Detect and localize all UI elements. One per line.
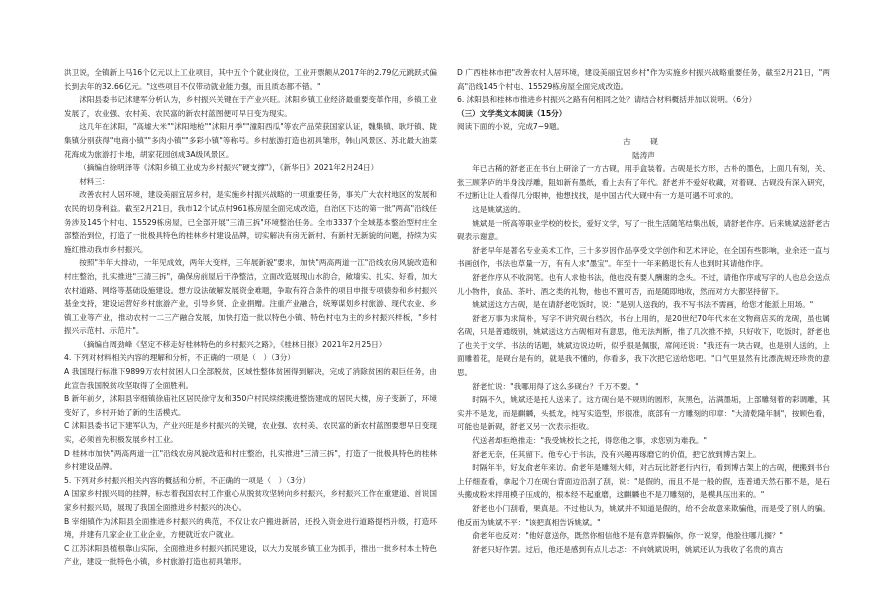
source-citation: （摘编自徐明泽等《沭阳乡镇工业成为乡村振兴"硬支撑"》，《新华日》2021年2月24日） — [79, 163, 379, 173]
section-heading: （三）文学类文本阅读（15分） — [457, 108, 567, 118]
story-paragraph: 姚斌送这方古砚，是在请舒老吃饭时，说："是别人送我的，我不写书法不需画，给您才能派上用场。" — [472, 300, 814, 310]
option-5d: D 广西桂林市把"改善农村人居环境，建设美丽宜居乡村"作为实施乡村振兴战略重要任务，截至2月21日，"两高"沿线145个村屯、15529栋房屋全面完成改造。 — [457, 68, 830, 91]
story-paragraph: 代送者却拒绝推走："我受姚校长之托，得您他之事，求您别为难我。" — [472, 436, 707, 446]
paragraph: 按照"半年大排动，一年见成效，两年大变样，三年展新貌"要求，加快"两高两道一江"沿线农房风貌改造和村庄整治，扎实推进"三清三拆"，确保房前屋后干净整洁，立面改造展现山水韵合，敞墙实、扎实、好看，加大农村道路、网络等基础设施建设。想方设法破解发展资金难题，争取有符合条件的项目申报专项债券和乡村振兴基金支持，建设运营好乡村旅游产业，引导乡贤、企业捐赠。注重产业融合，统筹谋划乡村旅游、现代农业、乡镇工业等产业，推动农村一二三产融合发展，加快打造一批以特色小镇、特色村屯为主的乡村振兴样板，"乡村振兴示范村、示范片"。 — [64, 258, 437, 336]
option-4d: D 桂林市加快"两高两道一江"沿线农房风貌改造和村庄整治，扎实推进"三清三拆"，打造了一批极具特色的桂林乡村建设品牌。 — [64, 448, 437, 472]
story-paragraph: 时隔不久，姚斌还是托人送来了。这方砚台是不规则的圆形，灰黑色，沾满墨垢，上部雕刻着的彩调雕，其实并不是龙，而是麒麟，头抵龙，纯写实造型，形很准，底部有一方雕刻的印章："大清乾隆年制"，按顾色看，可能也是新砚，舒老又另一次表示拒收。 — [457, 395, 830, 432]
instruction: 阅读下面的小说，完成7~9题。 — [457, 122, 565, 132]
story-title: 古 砚 — [623, 136, 664, 146]
paragraph: 改善农村人居环境，建设美丽宜居乡村，是实施乡村振兴战略的一项重要任务，事关广大农村地区的发展和农民的切身利益。截至2月21日，我市12个试点村961栋房屋全面完成改造，自治区下达的第一批"两高"沿线任务涉及145个村屯、15529栋房屋，已全部开展"三清三拆"环境整治任务。全市3337个全域基本整治型村庄全部整治到位，打造了一批极具特色的桂林乡村建设品牌，切实解决有房无新村、有新村无新貌的问题，持续为实施红推动我市乡村振兴。 — [64, 190, 437, 254]
story-paragraph: 时隔年半，好友俞老年来访。俞老年是雕刻大师，对古玩比舒老行内行，看到博古架上的古砚，便搬到书台上仔细查看，拿起个刀在砚台背面边沿刮了刮，说："是假的，而且不是一般的假，连普通天然石都不是，是石头搬成粉末拌用模子压成的，根本经不起重磨，这麒麟也不是刀雕刻的，是模具压出来的。" — [457, 463, 830, 500]
story-paragraph: 舒老只好作罢。过后，他还是感到有点儿忐忑：不向姚斌说明，姚斌还认为我收了名贵的真古 — [472, 544, 784, 554]
option-4a: A 我国现行标准下9899万农村贫困人口全部脱贫，区域性整体贫困得到解决，完成了消除贫困的艰巨任务，由此宣告我国脱贫攻坚取得了全面胜利。 — [64, 367, 437, 390]
option-5a: A 国家乡村振兴局的挂牌，标志着我国农村工作重心从脱贫攻坚转向乡村振兴，乡村振兴工作在重建道、首说国家乡村振兴局，展现了我国全面推进乡村振兴的决心。 — [64, 489, 437, 512]
story-paragraph: 姚斌是一所高等职业学校的校长，爱好文学，写了一批生活随笔结集出版，请舒老作序。后来姚斌送舒老古砚表示谢意。 — [457, 218, 830, 242]
story-paragraph: 舒老忙说："我哪用得了这么多砚台？千万不要。" — [472, 381, 639, 391]
question-5: 5. 下列对乡村振兴相关内容的概括和分析，不正确的一项是（ ）（3分） — [64, 475, 311, 485]
right-column — [457, 66, 830, 602]
option-5b: B 宰细镇作为沭阳县全面推进乡村振兴的典范，不仅让农户搬进新居，还投入资金进行道路提档升级，打造环境，并建有几家企业工业企业，方便就近农户就业。 — [64, 516, 437, 540]
paragraph: 洪卫说，全镇新上马16个亿元以上工业项目，其中五个个就业岗位，工业开票额从2017年的2.79亿元跳跃式偏长到去年的32.66亿元。"这些项目不仅带动就业能力强，而且质态都不错。" — [64, 68, 437, 91]
story-paragraph: 这是姚斌送的。 — [472, 204, 526, 214]
left-column — [64, 66, 437, 602]
option-4b: B 新年前夕，沭阳县宰细镇徐庙社区居民徐守友和350户村民续续搬进整饬建成的居民大楼，房子变新了，环境变好了，乡村开始了新的生活模式。 — [64, 394, 437, 417]
story-author: 陆涛声 — [632, 150, 655, 160]
question-4: 4. 下列对材料相关内容的理解和分析，不正确的一项是（ ）（3分） — [64, 353, 295, 363]
option-5c: C 江苏沭阳县植根靠山实际，全面推进乡村振兴抓民建设，以大力发展乡镇工业为抓手，推出一批乡村本土特色产业，建设一批特色小镇，乡村旅游打造也初具雏形。 — [64, 543, 437, 567]
paragraph: 这几年在沭阳，"高墟大米""沭阳地枪""沭阳月季""潼阳西瓜"等农产品荣获国家认证，魏集镇、耿圩镇、陇集镇分别获得"电商小镇""多肉小镇""多彩小镇"等称号。乡村旅游打造也初具雏形，韩山风景区、苏北最大油菜花海成为旅游打卡地，胡家花园创成3A级风景区。 — [64, 122, 437, 159]
story-paragraph: 舒老无奈，任其留下。他专心于书法，没有兴趣再琢磨它的价值，把它放到博古架上。 — [472, 449, 761, 459]
story-paragraph: 舒老也小门刮看，果真是。不过他认为，姚斌并不知道是假的，给不会故意来欺骗他，而是受了别人的骗。他反而为姚斌不平："该把真相告诉姚斌。" — [457, 504, 830, 527]
source-citation: （摘编自周劲峰《坚定不移走好桂林特色的乡村振兴之路》，《桂林日报》2021年2月25日） — [79, 339, 387, 349]
option-4c: C 沭阳县委书记下建军认为，产业兴旺是乡村振兴的关键，农业强、农村美、农民富的新农村蓝图要想早日变现实，必须首先积极发展乡村工业。 — [64, 421, 437, 445]
story-paragraph: 舒老早年是著名专业美术工作，三十多岁因作品享受文学创作和艺术评论，在全国有些影响，业余还一直与书画创作，书法也草量一万，有有人求"墨宝"。年至十一年来鹤退长有人也到时其请他作序。 — [457, 245, 830, 269]
story-paragraph: 舒老万事为求简朴，写字不讲究砚台档次，书台上用的，是20世纪70年代末在文物商店买的龙砚，虽也属名砚，只是普通级别，姚斌送这方古砚相对有意思，他无法判断，推了几次推不掉，只好收下，吃饭时，舒老也了也关于文学、书法的话题，姚斌边说边听，似乎很是佩服，席间还说："我还有一块古砚，也是别人送的，上面雕着花，是砚台是有的，就是我不懂的，你看多，我下次把它送给您吧。"口气里显然有比漂洗规还珍贵的意思。 — [457, 313, 830, 378]
paragraph: 沭阳县委书记沭建军分析认为，乡村振兴关键在于产业兴旺。沭阳乡镇工业经济最重要变革作用，乡镇工业发展了，农业强、农村美、农民富的新农村蓝图便可早日变为现实。 — [64, 95, 437, 118]
story-paragraph: 俞老年也反对："他好意送你，既然你相信他不是有意弄假骗你，你一说穿，他脸往哪儿搁？" — [472, 531, 783, 541]
story-paragraph: 年已古稀的舒老正在书台上研涂了一方古砚，用手盒装着。古砚是长方形，古朴的墨色，上面几有刻，关、张三顾茅庐的半身浅浮雕，阻如新有墨纸，看上去有了年代。舒老并不爱好收藏，对着砚、古砚没有深入研究，不过断让让人看得几分眼神，他想找找，是中国古代大砚中有一方是可遇不可求的。 — [457, 164, 830, 201]
material-heading: 材料三： — [79, 176, 110, 186]
question-6: 6. 沭阳县和桂林市推进乡村振兴之路有何相同之处？请结合材料概括并加以说明。（6分） — [457, 95, 757, 105]
story-paragraph: 舒老作序从不收润笔。也有人求他书法，他也没有要人酬谢的念头。不过，请他作序或写字的人也总会送点儿小物件，食品、茶叶、酒之类的礼物，他也不置可否，而是随即地收，然而对方大都坚持留下。 — [457, 272, 830, 296]
